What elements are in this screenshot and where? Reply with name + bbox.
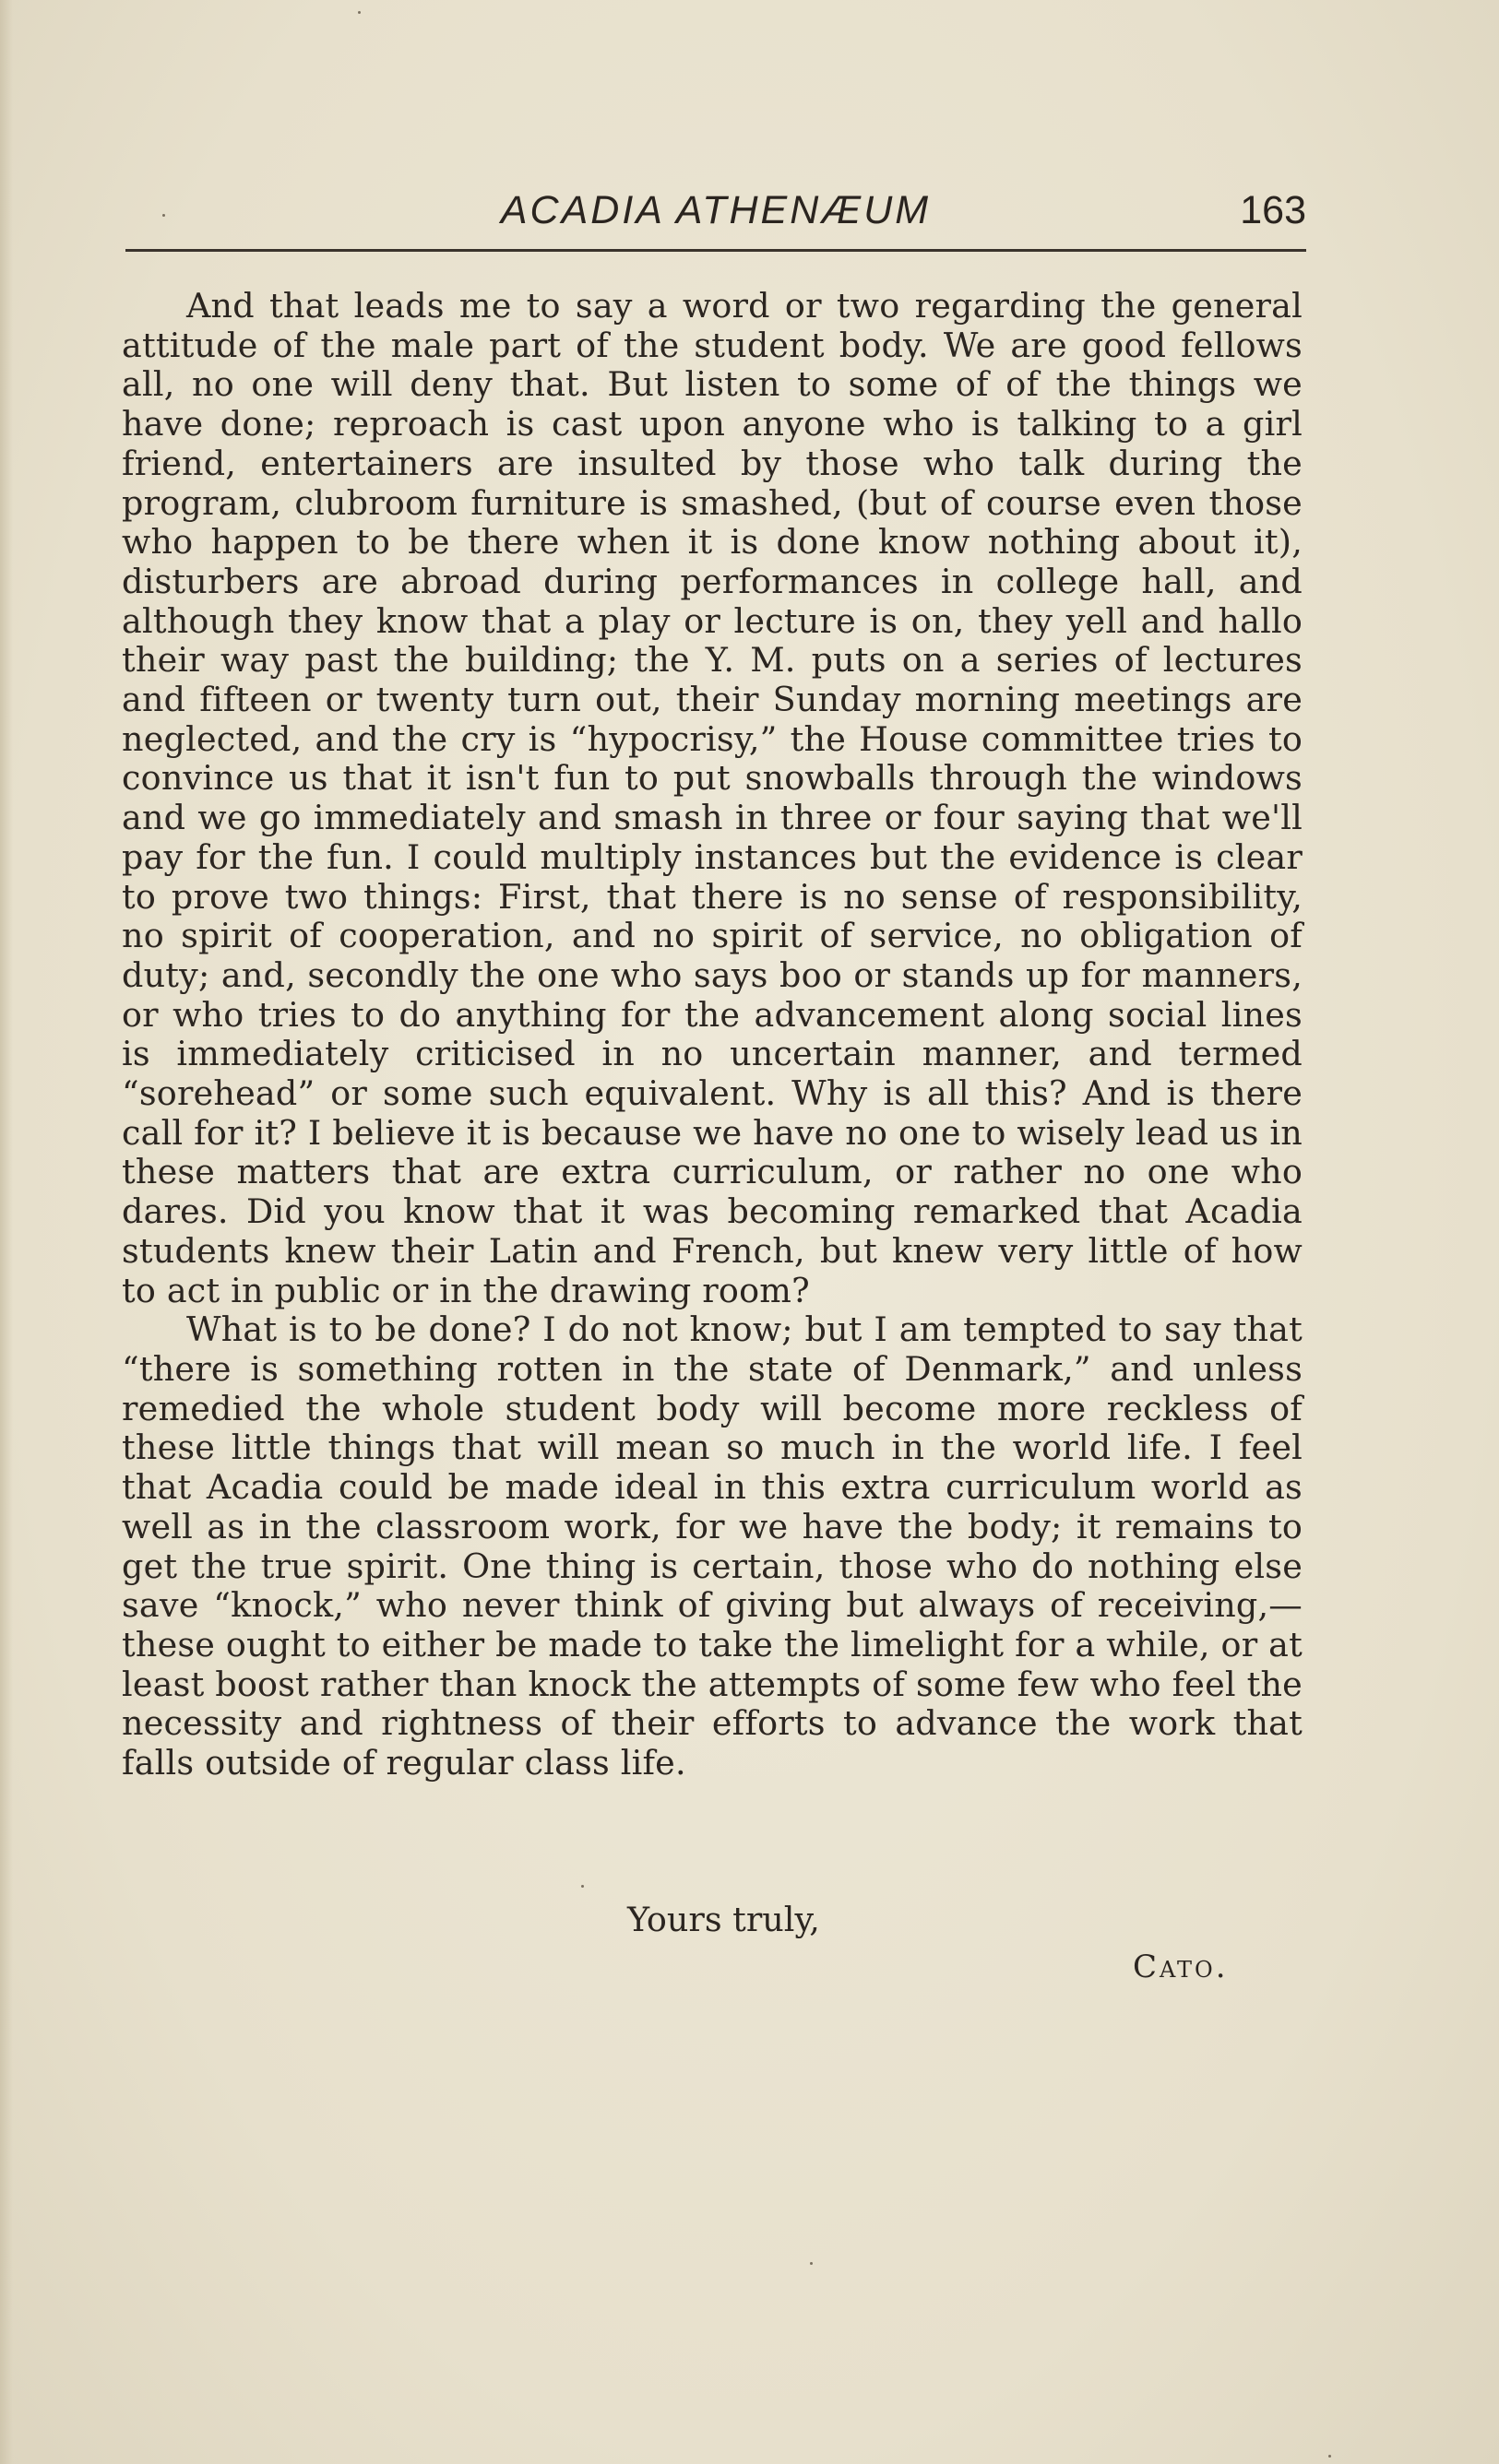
paper-speck [358, 11, 361, 14]
running-header [125, 184, 1306, 240]
header-rule [125, 249, 1306, 252]
journal-title: ACADIA ATHENÆUM [500, 188, 932, 232]
page-number: 163 [1240, 188, 1306, 232]
paragraph-2: What is to be done? I do not know; but I am tempted to say that “there is something rotten in the state of Denmark,” and unless remedied the whole student body will become more reckless of these little things that will mean so much in the world life. I feel that Acadia could be made ideal in this extra curriculum world as well as in the classroom work, for we have the body; it remains to get the true spirit. One thing is certain, those who do nothing else save “knock,” who never think of giving but always of receiving,—these ought to either be made to take the limelight for a while, or at least boost rather than knock the attempts of some few who feel the necessity and rightness of their efforts to advance the work that falls outside of regular class life. [122, 1309, 1303, 1783]
paper-speck [162, 214, 165, 217]
letter-closing: Yours truly, [627, 1900, 820, 1939]
letter-body [122, 287, 1303, 1783]
paper-speck [581, 1885, 584, 1888]
paper-speck [1328, 2455, 1331, 2458]
paper-speck [810, 2262, 813, 2265]
page-edge-shadow [0, 0, 13, 2464]
paragraph-1: And that leads me to say a word or two regarding the general attitude of the male part of the student body. We are good fellows all, no one will deny that. But listen to some of of the things we have done; reproach is cast upon anyone who is talking to a girl friend, entertainers are insulted by those who talk during the program, clubroom furniture is smashed, (but of course even those who happen to be there when it is done know nothing about it), disturbers are abroad during performances in college hall, and although they know that a play or lecture is on, they yell and hallo their way past the building; the Y. M. puts on a series of lectures and fifteen or twenty turn out, their Sunday morning meetings are neglected, and the cry is “hypocrisy,” the House committee tries to convince us that it isn't fun to put snowballs through the windows and we go immediately and smash in three or four saying that we'll pay for the fun. I could multiply instances but the evidence is clear to prove two things: First, that there is no sense of responsibility, no spirit of cooperation, and no spirit of service, no obligation of duty; and, secondly the one who says boo or stands up for manners, or who tries to do anything for the advancement along social lines is immediately criticised in no uncertain manner, and termed “sorehead” or some such equivalent. Why is all this? And is there call for it? I believe it is because we have no one to wisely lead us in these matters that are extra curriculum, or rather no one who dares. Did you know that it was becoming remarked that Acadia students knew their Latin and French, but knew very little of how to act in public or in the drawing room? [122, 286, 1303, 1310]
letter-signature: Cato. [1133, 1949, 1229, 1985]
